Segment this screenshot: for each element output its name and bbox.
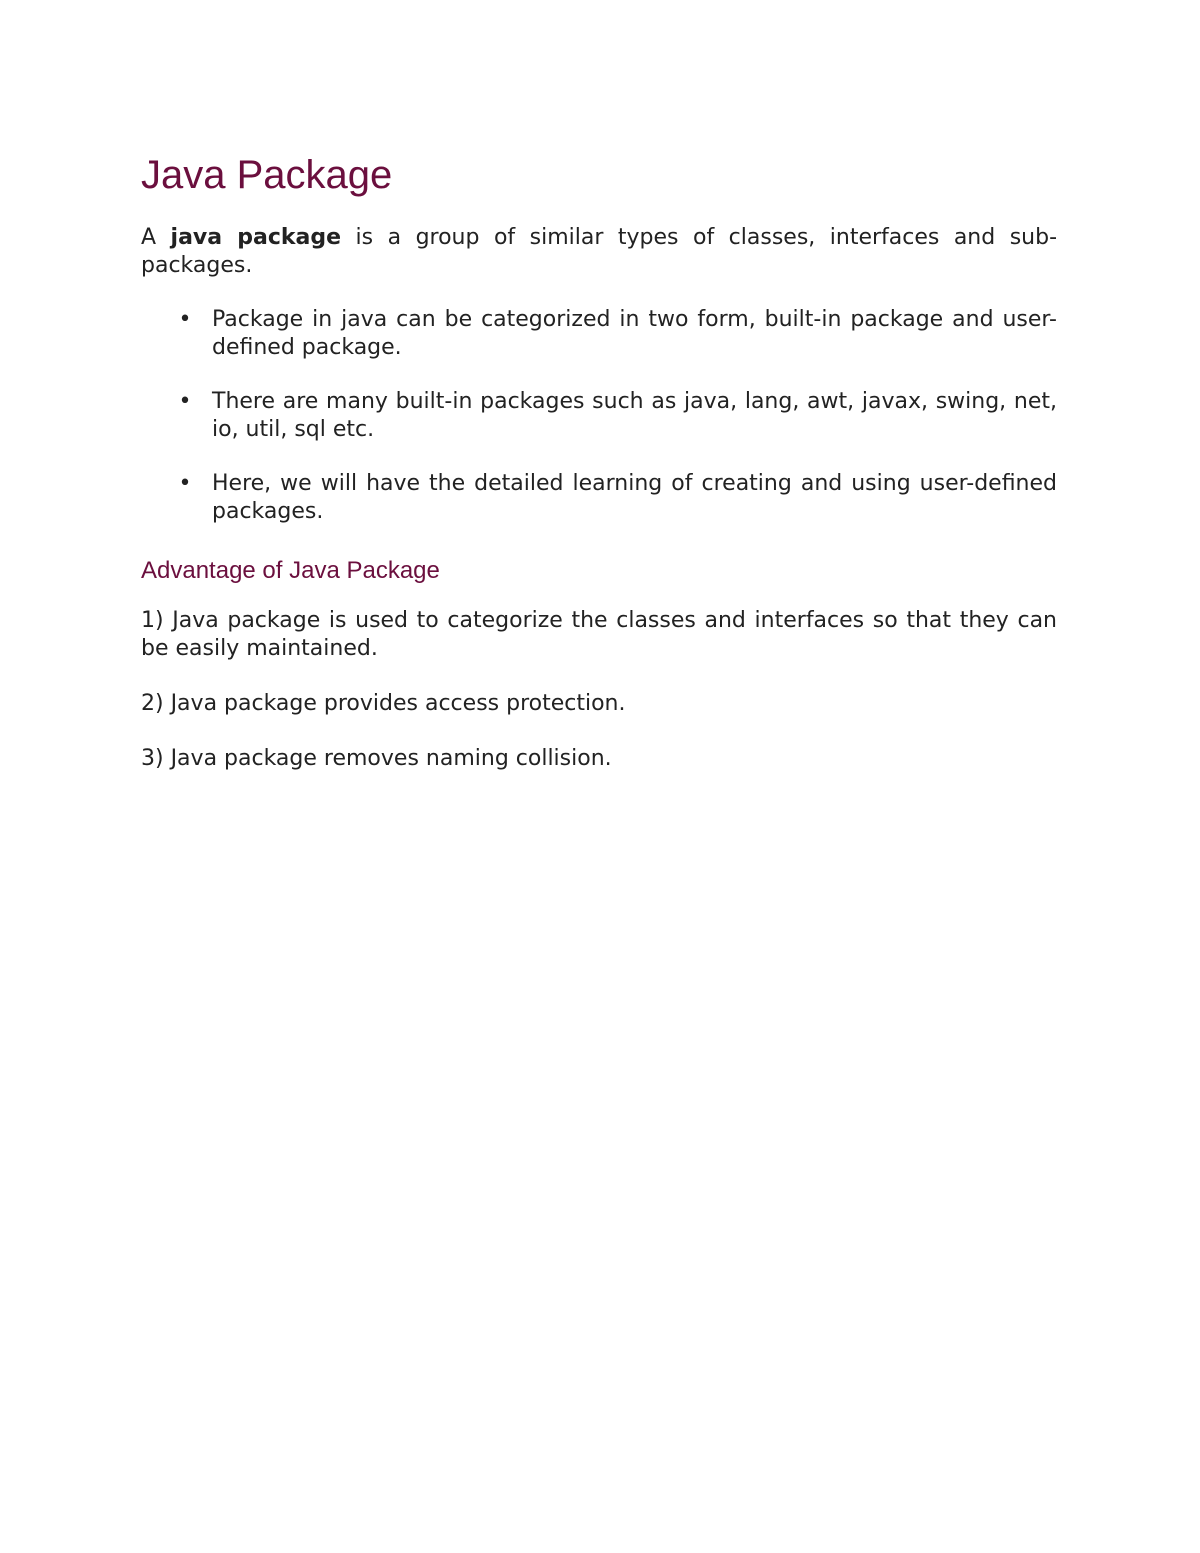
- advantage-item: 3) Java package removes naming collision.: [141, 746, 612, 771]
- bullet-text: There are many built-in packages such as java, lang, awt, javax, swing, net, io, util, sql etc.: [212, 389, 1057, 442]
- bullet-text: Package in java can be categorized in two form, built-in package and user-defined package.: [212, 307, 1057, 360]
- bullet-dot-icon: •: [178, 389, 192, 414]
- bullet-dot-icon: •: [178, 307, 192, 332]
- intro-paragraph: [141, 224, 1057, 280]
- bullet-item: [141, 306, 1057, 362]
- intro-suffix: is a group of similar types of classes, interfaces and sub-packages.: [141, 225, 1058, 278]
- intro-prefix: A: [141, 225, 171, 250]
- intro-bold-term: java package: [170, 225, 342, 250]
- section-heading: Advantage of Java Package: [141, 557, 440, 584]
- advantage-item: 1) Java package is used to categorize the classes and interfaces so that they can be easily maintained.: [141, 608, 1057, 661]
- bullet-dot-icon: •: [178, 471, 192, 496]
- bullet-list: [141, 306, 1057, 526]
- bullet-item: [141, 388, 1057, 444]
- page-title: Java Package: [141, 153, 393, 197]
- bullet-text: Here, we will have the detailed learning of creating and using user-defined packages.: [212, 471, 1057, 524]
- advantage-item: 2) Java package provides access protection.: [141, 691, 626, 716]
- bullet-item: [141, 470, 1057, 526]
- document-content: [141, 148, 1057, 773]
